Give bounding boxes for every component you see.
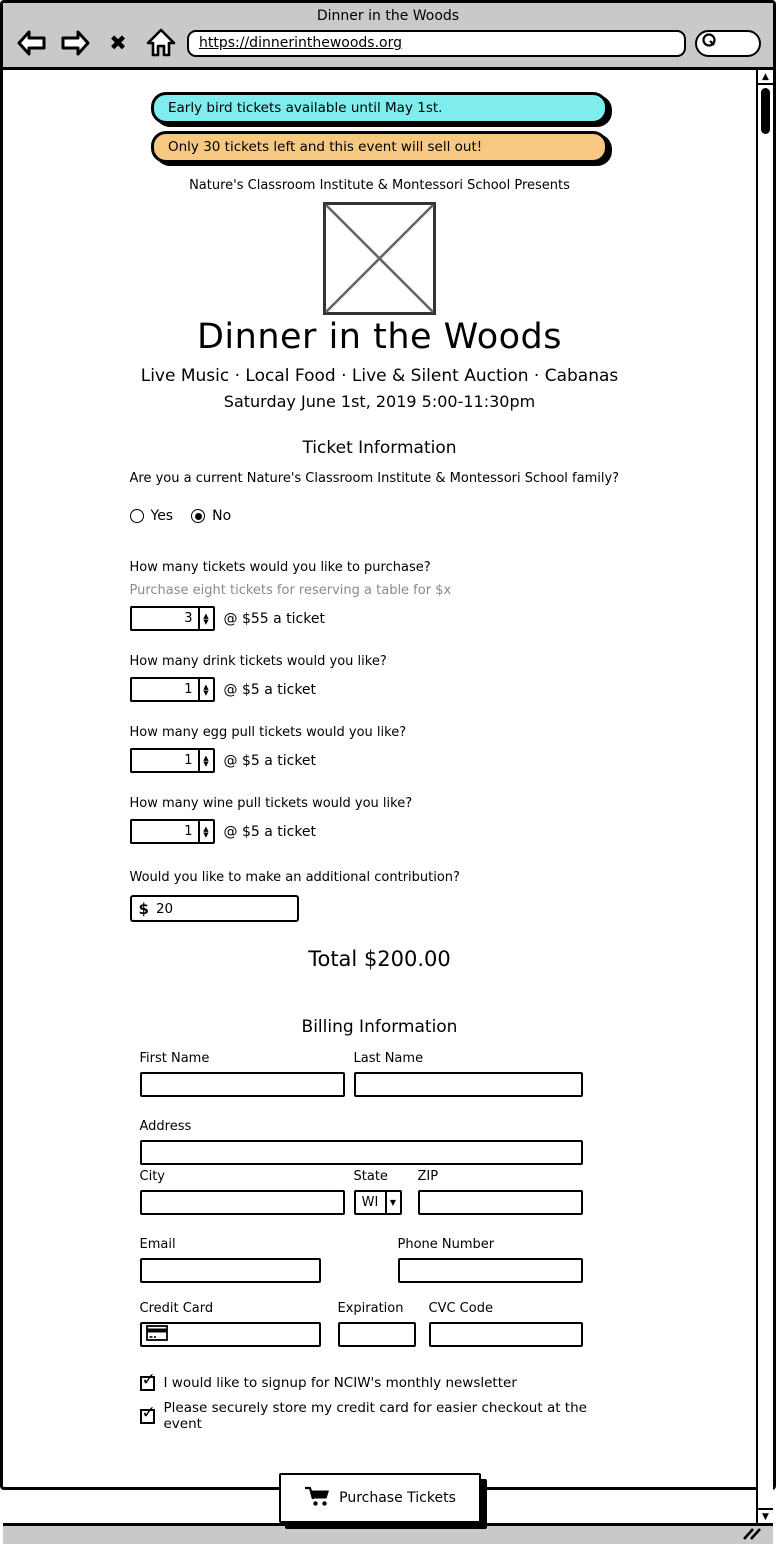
radio-no-label: No bbox=[212, 508, 232, 524]
scrollbar-thumb[interactable] bbox=[761, 88, 770, 134]
purchase-row bbox=[130, 1473, 630, 1523]
ticket-info-heading: Ticket Information bbox=[302, 438, 457, 458]
purchase-tickets-button[interactable] bbox=[279, 1473, 481, 1523]
radio-yes-label: Yes bbox=[150, 508, 174, 524]
last-name-field bbox=[354, 1051, 583, 1097]
presenter-line: Nature's Classroom Institute & Montessori School Presents bbox=[189, 178, 570, 193]
tickets-stepper-row bbox=[130, 606, 630, 631]
radio-yes-circle[interactable] bbox=[130, 509, 144, 523]
zip-input[interactable] bbox=[418, 1190, 583, 1215]
first-name-label: First Name bbox=[139, 1051, 210, 1066]
alert-text: Only 30 tickets left and this event will sell out! bbox=[168, 139, 483, 155]
browser-toolbar bbox=[11, 28, 765, 58]
cvc-label: CVC Code bbox=[428, 1301, 493, 1316]
check-icon: ✓ bbox=[141, 1402, 156, 1423]
state-select[interactable] bbox=[354, 1190, 402, 1215]
event-image-placeholder bbox=[323, 202, 436, 315]
tickets-question: How many tickets would you like to purchase? bbox=[129, 560, 431, 575]
first-name-input[interactable] bbox=[140, 1072, 345, 1097]
scroll-down-icon[interactable]: ▼ bbox=[758, 1508, 773, 1523]
city-input[interactable] bbox=[140, 1190, 345, 1215]
stepper-down-icon[interactable]: ▼ bbox=[203, 830, 209, 839]
vertical-scrollbar[interactable] bbox=[756, 70, 773, 1523]
wine-quantity-input[interactable] bbox=[130, 819, 198, 844]
url-text: https://dinnerinthewoods.org bbox=[199, 35, 402, 51]
family-radio-group bbox=[130, 508, 630, 524]
home-icon[interactable] bbox=[144, 28, 178, 58]
stepper-down-icon[interactable]: ▼ bbox=[203, 688, 209, 697]
alert-banners bbox=[151, 92, 608, 163]
radio-yes[interactable] bbox=[130, 508, 174, 524]
total-amount: Total $200.00 bbox=[308, 947, 451, 971]
stepper-down-icon[interactable]: ▼ bbox=[203, 759, 209, 768]
billing-fields bbox=[140, 1051, 583, 1347]
radio-no-circle[interactable] bbox=[191, 509, 205, 523]
egg-stepper-row bbox=[130, 748, 630, 773]
resize-grip-icon[interactable] bbox=[741, 1526, 763, 1545]
cvc-input[interactable] bbox=[429, 1322, 583, 1347]
cart-icon bbox=[303, 1484, 331, 1512]
state-label: State bbox=[353, 1169, 388, 1184]
store-card-checkbox-row[interactable] bbox=[140, 1400, 630, 1432]
page-content bbox=[3, 70, 756, 1523]
scroll-up-icon[interactable]: ▲ bbox=[758, 70, 773, 85]
first-name-field bbox=[140, 1051, 345, 1097]
page-title: Dinner in the Woods bbox=[196, 317, 563, 357]
back-icon[interactable] bbox=[15, 28, 49, 58]
phone-label: Phone Number bbox=[397, 1237, 495, 1252]
credit-card-field bbox=[140, 1301, 321, 1347]
url-bar[interactable] bbox=[187, 30, 686, 57]
egg-pull-question: How many egg pull tickets would you like? bbox=[129, 725, 407, 740]
newsletter-checkbox-row[interactable] bbox=[140, 1369, 630, 1391]
browser-chrome bbox=[3, 3, 773, 70]
dollar-icon: $ bbox=[138, 899, 149, 918]
expiration-label: Expiration bbox=[337, 1301, 404, 1316]
stop-icon[interactable]: ✖ bbox=[109, 30, 127, 55]
alert-early-bird bbox=[151, 92, 608, 124]
last-name-input[interactable] bbox=[354, 1072, 583, 1097]
tickets-help: Purchase eight tickets for reserving a table for $x bbox=[129, 583, 452, 598]
consent-checkboxes bbox=[140, 1369, 630, 1432]
wine-pull-question: How many wine pull tickets would you like? bbox=[129, 796, 413, 811]
contribution-input[interactable] bbox=[130, 895, 299, 922]
purchase-button-label: Purchase Tickets bbox=[339, 1490, 456, 1506]
stepper-buttons[interactable] bbox=[198, 819, 215, 844]
event-subtitle: Live Music · Local Food · Live & Silent Auction · Cabanas bbox=[140, 366, 619, 386]
billing-heading: Billing Information bbox=[301, 1017, 458, 1037]
alert-text: Early bird tickets available until May 1st. bbox=[168, 100, 443, 116]
newsletter-label: I would like to signup for NCIW's monthly newsletter bbox=[163, 1375, 517, 1391]
browser-viewport bbox=[3, 70, 773, 1523]
drink-price: @ $5 a ticket bbox=[223, 681, 317, 698]
event-datetime: Saturday June 1st, 2019 5:00-11:30pm bbox=[223, 392, 536, 411]
email-label: Email bbox=[139, 1237, 176, 1252]
card-row bbox=[140, 1301, 583, 1347]
expiration-field bbox=[338, 1301, 416, 1347]
search-icon bbox=[701, 32, 719, 54]
phone-field bbox=[398, 1237, 583, 1283]
drink-question: How many drink tickets would you like? bbox=[129, 654, 387, 669]
address-field bbox=[140, 1119, 583, 1165]
wine-pull-group bbox=[130, 796, 630, 844]
state-value: WI bbox=[361, 1195, 379, 1210]
ticket-form bbox=[130, 438, 630, 1523]
cvc-field bbox=[429, 1301, 583, 1347]
egg-quantity-input[interactable] bbox=[130, 748, 198, 773]
radio-no[interactable] bbox=[191, 508, 231, 524]
credit-card-input[interactable] bbox=[140, 1322, 321, 1347]
credit-card-label: Credit Card bbox=[139, 1301, 214, 1316]
wine-stepper-row bbox=[130, 819, 630, 844]
zip-label: ZIP bbox=[417, 1169, 439, 1184]
stepper-up-icon[interactable]: ▲ bbox=[203, 682, 209, 691]
state-field bbox=[354, 1169, 402, 1215]
credit-card-icon bbox=[146, 1325, 168, 1345]
zip-field bbox=[418, 1169, 583, 1215]
chevron-down-icon[interactable]: ▼ bbox=[385, 1192, 400, 1213]
name-row bbox=[140, 1051, 583, 1097]
stepper-up-icon[interactable]: ▲ bbox=[203, 824, 209, 833]
drink-tickets-group bbox=[130, 654, 630, 702]
address-input[interactable] bbox=[140, 1140, 583, 1165]
contribution-value: 20 bbox=[155, 900, 174, 917]
tickets-group bbox=[130, 560, 630, 631]
newsletter-checkbox[interactable] bbox=[140, 1369, 156, 1391]
stepper-up-icon[interactable]: ▲ bbox=[203, 611, 209, 620]
email-phone-row bbox=[140, 1237, 583, 1283]
egg-quantity-stepper[interactable] bbox=[130, 748, 215, 773]
city-field bbox=[140, 1169, 345, 1215]
email-input[interactable] bbox=[140, 1258, 321, 1283]
drink-quantity-stepper[interactable] bbox=[130, 677, 215, 702]
stepper-buttons[interactable] bbox=[198, 677, 215, 702]
check-icon: ✓ bbox=[141, 1369, 156, 1390]
wine-price: @ $5 a ticket bbox=[223, 823, 317, 840]
tickets-quantity-input[interactable] bbox=[130, 606, 198, 631]
expiration-input[interactable] bbox=[338, 1322, 416, 1347]
search-input[interactable] bbox=[695, 30, 761, 57]
city-state-zip-row bbox=[140, 1169, 583, 1215]
city-label: City bbox=[139, 1169, 165, 1184]
store-card-checkbox[interactable] bbox=[140, 1402, 156, 1424]
email-field bbox=[140, 1237, 321, 1283]
egg-pull-group bbox=[130, 725, 630, 773]
address-row bbox=[140, 1119, 583, 1165]
drink-quantity-input[interactable] bbox=[130, 677, 198, 702]
alert-tickets-left bbox=[151, 131, 608, 163]
status-bar bbox=[3, 1523, 773, 1544]
credit-card-number-input[interactable] bbox=[172, 1327, 315, 1342]
phone-input[interactable] bbox=[398, 1258, 583, 1283]
store-card-label: Please securely store my credit card for easier checkout at the event bbox=[163, 1400, 587, 1432]
stepper-down-icon[interactable]: ▼ bbox=[203, 617, 209, 626]
address-label: Address bbox=[139, 1119, 192, 1134]
tickets-price: @ $55 a ticket bbox=[223, 610, 325, 627]
contribution-question: Would you like to make an additional contribution? bbox=[129, 870, 460, 885]
stepper-buttons[interactable] bbox=[198, 606, 215, 631]
stepper-buttons[interactable] bbox=[198, 748, 215, 773]
family-question: Are you a current Nature's Classroom Institute & Montessori School family? bbox=[129, 471, 620, 486]
stepper-up-icon[interactable]: ▲ bbox=[203, 753, 209, 762]
forward-icon[interactable] bbox=[58, 28, 92, 58]
window-title: Dinner in the Woods bbox=[316, 8, 460, 24]
last-name-label: Last Name bbox=[353, 1051, 424, 1066]
contribution-group bbox=[130, 870, 630, 922]
tickets-quantity-stepper[interactable] bbox=[130, 606, 215, 631]
wine-quantity-stepper[interactable] bbox=[130, 819, 215, 844]
egg-price: @ $5 a ticket bbox=[223, 752, 317, 769]
drink-stepper-row bbox=[130, 677, 630, 702]
